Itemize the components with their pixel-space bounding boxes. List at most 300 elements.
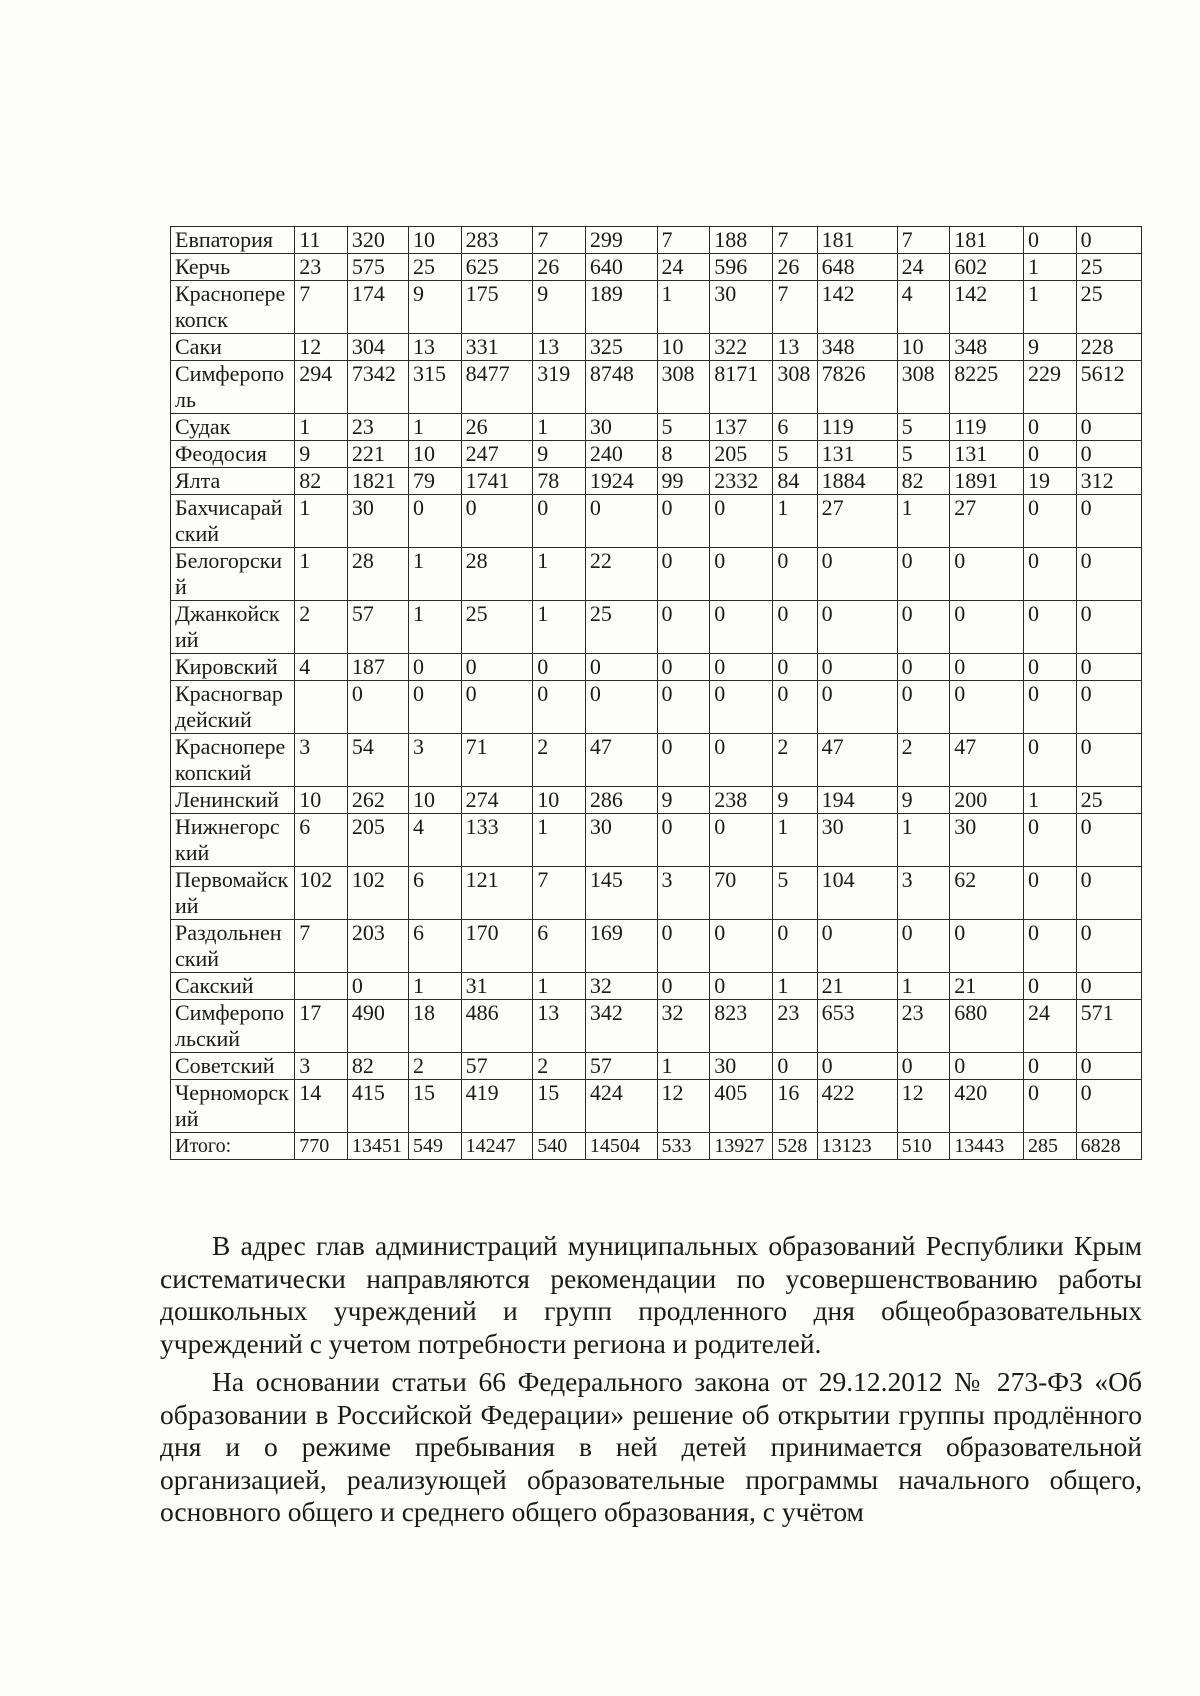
value-cell: 625 — [461, 254, 533, 281]
value-cell: 5 — [773, 441, 817, 468]
value-cell: 188 — [710, 227, 773, 254]
value-cell: 13443 — [950, 1133, 1024, 1160]
region-name-cell: Белогорский — [171, 548, 295, 601]
value-cell: 0 — [1076, 495, 1141, 548]
value-cell: 0 — [1024, 1080, 1077, 1133]
value-cell: 102 — [295, 867, 348, 920]
value-cell: 0 — [461, 654, 533, 681]
value-cell: 181 — [817, 227, 897, 254]
table-row — [171, 414, 1142, 441]
value-cell: 228 — [1076, 334, 1141, 361]
value-cell: 6 — [533, 920, 586, 973]
value-cell: 194 — [817, 787, 897, 814]
value-cell: 203 — [347, 920, 408, 973]
value-cell: 0 — [710, 973, 773, 1000]
value-cell: 0 — [897, 920, 950, 973]
table-body — [171, 227, 1142, 1160]
value-cell: 0 — [773, 654, 817, 681]
region-name-cell: Феодосия — [171, 441, 295, 468]
value-cell: 596 — [710, 254, 773, 281]
value-cell: 0 — [1076, 601, 1141, 654]
value-cell: 0 — [1024, 601, 1077, 654]
value-cell: 0 — [1076, 548, 1141, 601]
value-cell: 145 — [585, 867, 657, 920]
region-name-cell: Судак — [171, 414, 295, 441]
table-row — [171, 920, 1142, 973]
value-cell: 405 — [710, 1080, 773, 1133]
value-cell: 2 — [773, 734, 817, 787]
value-cell: 0 — [950, 548, 1024, 601]
value-cell: 82 — [897, 468, 950, 495]
value-cell: 16 — [773, 1080, 817, 1133]
value-cell — [295, 681, 348, 734]
value-cell: 10 — [657, 334, 710, 361]
value-cell: 25 — [461, 601, 533, 654]
value-cell: 490 — [347, 1000, 408, 1053]
value-cell: 27 — [950, 495, 1024, 548]
value-cell: 21 — [950, 973, 1024, 1000]
value-cell: 169 — [585, 920, 657, 973]
value-cell: 5 — [657, 414, 710, 441]
value-cell: 0 — [1024, 814, 1077, 867]
value-cell: 9 — [533, 441, 586, 468]
value-cell: 331 — [461, 334, 533, 361]
value-cell: 17 — [295, 1000, 348, 1053]
value-cell: 131 — [817, 441, 897, 468]
value-cell: 221 — [347, 441, 408, 468]
value-cell: 0 — [1076, 654, 1141, 681]
value-cell: 419 — [461, 1080, 533, 1133]
value-cell: 8748 — [585, 361, 657, 414]
region-name-cell: Джанкойский — [171, 601, 295, 654]
value-cell: 0 — [773, 548, 817, 601]
value-cell: 28 — [461, 548, 533, 601]
region-name-cell: Симферополь — [171, 361, 295, 414]
value-cell: 1924 — [585, 468, 657, 495]
value-cell: 189 — [585, 281, 657, 334]
value-cell: 7342 — [347, 361, 408, 414]
value-cell: 0 — [585, 681, 657, 734]
region-name-cell: Красноперекопский — [171, 734, 295, 787]
value-cell: 0 — [773, 920, 817, 973]
value-cell: 2 — [295, 601, 348, 654]
value-cell: 0 — [897, 601, 950, 654]
value-cell: 205 — [710, 441, 773, 468]
value-cell: 262 — [347, 787, 408, 814]
value-cell: 30 — [585, 814, 657, 867]
value-cell: 205 — [347, 814, 408, 867]
value-cell: 57 — [461, 1053, 533, 1080]
value-cell: 10 — [533, 787, 586, 814]
value-cell: 0 — [950, 681, 1024, 734]
value-cell: 23 — [295, 254, 348, 281]
value-cell: 348 — [950, 334, 1024, 361]
value-cell: 2 — [533, 734, 586, 787]
value-cell: 21 — [817, 973, 897, 1000]
value-cell: 7 — [295, 920, 348, 973]
value-cell: 7 — [533, 227, 586, 254]
value-cell: 24 — [1024, 1000, 1077, 1053]
table-row — [171, 787, 1142, 814]
value-cell: 30 — [950, 814, 1024, 867]
value-cell: 9 — [773, 787, 817, 814]
value-cell: 14504 — [585, 1133, 657, 1160]
value-cell: 0 — [347, 973, 408, 1000]
table-row — [171, 254, 1142, 281]
value-cell: 1 — [409, 973, 462, 1000]
value-cell: 23 — [347, 414, 408, 441]
value-cell: 0 — [897, 548, 950, 601]
table-row — [171, 1053, 1142, 1080]
table-row — [171, 814, 1142, 867]
value-cell: 10 — [409, 227, 462, 254]
value-cell: 14247 — [461, 1133, 533, 1160]
value-cell: 5 — [897, 441, 950, 468]
region-name-cell: Раздольненский — [171, 920, 295, 973]
value-cell: 47 — [585, 734, 657, 787]
value-cell: 319 — [533, 361, 586, 414]
value-cell: 0 — [1024, 441, 1077, 468]
value-cell: 142 — [950, 281, 1024, 334]
value-cell: 71 — [461, 734, 533, 787]
value-cell: 25 — [1076, 787, 1141, 814]
value-cell: 299 — [585, 227, 657, 254]
value-cell: 26 — [773, 254, 817, 281]
value-cell: 1 — [409, 414, 462, 441]
value-cell: 320 — [347, 227, 408, 254]
table-row — [171, 1080, 1142, 1133]
value-cell: 5612 — [1076, 361, 1141, 414]
value-cell: 0 — [533, 681, 586, 734]
value-cell: 9 — [295, 441, 348, 468]
value-cell: 0 — [1024, 734, 1077, 787]
value-cell: 7 — [533, 867, 586, 920]
value-cell: 0 — [710, 654, 773, 681]
value-cell: 0 — [1076, 441, 1141, 468]
value-cell: 13 — [773, 334, 817, 361]
value-cell: 6 — [409, 920, 462, 973]
value-cell: 14 — [295, 1080, 348, 1133]
value-cell: 0 — [817, 548, 897, 601]
value-cell: 0 — [710, 548, 773, 601]
table-row — [171, 601, 1142, 654]
value-cell: 47 — [950, 734, 1024, 787]
value-cell: 0 — [1024, 548, 1077, 601]
value-cell: 4 — [897, 281, 950, 334]
value-cell: 0 — [950, 654, 1024, 681]
value-cell: 0 — [1076, 973, 1141, 1000]
table-row — [171, 361, 1142, 414]
value-cell: 1 — [1024, 787, 1077, 814]
value-cell: 24 — [897, 254, 950, 281]
value-cell: 549 — [409, 1133, 462, 1160]
region-name-cell: Советский — [171, 1053, 295, 1080]
value-cell: 1 — [409, 601, 462, 654]
value-cell: 142 — [817, 281, 897, 334]
value-cell: 1 — [657, 281, 710, 334]
table-row — [171, 734, 1142, 787]
value-cell: 119 — [950, 414, 1024, 441]
value-cell: 10 — [409, 441, 462, 468]
value-cell: 5 — [897, 414, 950, 441]
value-cell: 8225 — [950, 361, 1024, 414]
value-cell: 0 — [1024, 973, 1077, 1000]
value-cell: 312 — [1076, 468, 1141, 495]
value-cell: 1 — [295, 414, 348, 441]
value-cell: 0 — [1076, 1080, 1141, 1133]
value-cell: 30 — [710, 1053, 773, 1080]
value-cell: 70 — [710, 867, 773, 920]
value-cell: 0 — [657, 681, 710, 734]
value-cell: 181 — [950, 227, 1024, 254]
value-cell: 486 — [461, 1000, 533, 1053]
value-cell: 19 — [1024, 468, 1077, 495]
value-cell: 240 — [585, 441, 657, 468]
value-cell: 1 — [773, 495, 817, 548]
value-cell: 0 — [710, 734, 773, 787]
value-cell: 0 — [1076, 734, 1141, 787]
value-cell: 0 — [1076, 681, 1141, 734]
value-cell: 0 — [773, 1053, 817, 1080]
value-cell: 0 — [461, 681, 533, 734]
value-cell: 0 — [585, 654, 657, 681]
value-cell: 0 — [657, 814, 710, 867]
value-cell: 1 — [295, 495, 348, 548]
table-row — [171, 281, 1142, 334]
value-cell: 4 — [295, 654, 348, 681]
value-cell: 3 — [657, 867, 710, 920]
value-cell: 27 — [817, 495, 897, 548]
value-cell: 9 — [409, 281, 462, 334]
value-cell: 8 — [657, 441, 710, 468]
table-row — [171, 973, 1142, 1000]
value-cell: 3 — [897, 867, 950, 920]
value-cell: 1 — [533, 548, 586, 601]
value-cell: 0 — [533, 654, 586, 681]
value-cell: 770 — [295, 1133, 348, 1160]
value-cell: 10 — [897, 334, 950, 361]
value-cell: 30 — [710, 281, 773, 334]
region-name-cell: Сакский — [171, 973, 295, 1000]
value-cell: 0 — [1024, 227, 1077, 254]
value-cell: 30 — [817, 814, 897, 867]
value-cell: 2 — [897, 734, 950, 787]
value-cell: 0 — [1024, 681, 1077, 734]
value-cell: 25 — [1076, 254, 1141, 281]
value-cell: 79 — [409, 468, 462, 495]
value-cell: 283 — [461, 227, 533, 254]
value-cell: 1 — [1024, 281, 1077, 334]
value-cell: 25 — [1076, 281, 1141, 334]
value-cell: 0 — [950, 920, 1024, 973]
value-cell: 0 — [1076, 227, 1141, 254]
value-cell: 6 — [773, 414, 817, 441]
value-cell: 9 — [897, 787, 950, 814]
value-cell: 84 — [773, 468, 817, 495]
value-cell: 57 — [347, 601, 408, 654]
value-cell: 533 — [657, 1133, 710, 1160]
statistics-table — [170, 226, 1142, 1160]
value-cell: 8171 — [710, 361, 773, 414]
value-cell: 0 — [817, 601, 897, 654]
value-cell: 1 — [897, 973, 950, 1000]
value-cell: 422 — [817, 1080, 897, 1133]
region-name-cell: Красноперекопск — [171, 281, 295, 334]
value-cell: 9 — [657, 787, 710, 814]
value-cell: 7 — [773, 281, 817, 334]
value-cell: 325 — [585, 334, 657, 361]
value-cell: 0 — [773, 681, 817, 734]
table-row — [171, 495, 1142, 548]
value-cell: 571 — [1076, 1000, 1141, 1053]
value-cell: 175 — [461, 281, 533, 334]
value-cell: 1 — [533, 414, 586, 441]
value-cell: 0 — [1024, 1053, 1077, 1080]
region-name-cell: Ялта — [171, 468, 295, 495]
value-cell: 0 — [1024, 414, 1077, 441]
value-cell: 25 — [409, 254, 462, 281]
value-cell: 308 — [657, 361, 710, 414]
value-cell: 285 — [1024, 1133, 1077, 1160]
value-cell: 5 — [773, 867, 817, 920]
value-cell: 0 — [817, 681, 897, 734]
value-cell: 47 — [817, 734, 897, 787]
value-cell: 62 — [950, 867, 1024, 920]
value-cell: 30 — [347, 495, 408, 548]
value-cell: 0 — [1076, 1053, 1141, 1080]
value-cell: 0 — [657, 920, 710, 973]
value-cell: 0 — [1076, 920, 1141, 973]
value-cell: 6828 — [1076, 1133, 1141, 1160]
value-cell: 82 — [295, 468, 348, 495]
value-cell: 229 — [1024, 361, 1077, 414]
region-name-cell: Ленинский — [171, 787, 295, 814]
value-cell: 32 — [657, 1000, 710, 1053]
value-cell: 7 — [773, 227, 817, 254]
value-cell: 1 — [533, 973, 586, 1000]
value-cell: 15 — [409, 1080, 462, 1133]
value-cell: 0 — [710, 681, 773, 734]
value-cell: 0 — [710, 920, 773, 973]
value-cell: 13 — [533, 334, 586, 361]
region-name-cell: Саки — [171, 334, 295, 361]
value-cell: 1891 — [950, 468, 1024, 495]
value-cell: 13 — [533, 1000, 586, 1053]
value-cell: 22 — [585, 548, 657, 601]
region-name-cell: Бахчисарайский — [171, 495, 295, 548]
value-cell: 3 — [409, 734, 462, 787]
value-cell: 1741 — [461, 468, 533, 495]
region-name-cell: Симферопольский — [171, 1000, 295, 1053]
value-cell: 57 — [585, 1053, 657, 1080]
value-cell: 99 — [657, 468, 710, 495]
value-cell: 8477 — [461, 361, 533, 414]
value-cell: 25 — [585, 601, 657, 654]
region-name-cell: Керчь — [171, 254, 295, 281]
region-name-cell: Первомайский — [171, 867, 295, 920]
value-cell: 28 — [347, 548, 408, 601]
value-cell: 415 — [347, 1080, 408, 1133]
value-cell: 0 — [710, 495, 773, 548]
value-cell: 0 — [897, 681, 950, 734]
value-cell: 174 — [347, 281, 408, 334]
region-name-cell: Нижнегорский — [171, 814, 295, 867]
region-name-cell: Черноморский — [171, 1080, 295, 1133]
value-cell: 0 — [1076, 867, 1141, 920]
value-cell: 420 — [950, 1080, 1024, 1133]
value-cell: 2332 — [710, 468, 773, 495]
value-cell: 0 — [1024, 654, 1077, 681]
value-cell: 528 — [773, 1133, 817, 1160]
value-cell: 575 — [347, 254, 408, 281]
value-cell: 26 — [461, 414, 533, 441]
value-cell: 247 — [461, 441, 533, 468]
value-cell: 133 — [461, 814, 533, 867]
value-cell: 0 — [1024, 920, 1077, 973]
value-cell: 0 — [817, 1053, 897, 1080]
value-cell: 0 — [710, 814, 773, 867]
value-cell: 7 — [657, 227, 710, 254]
value-cell: 23 — [773, 1000, 817, 1053]
value-cell: 0 — [817, 654, 897, 681]
value-cell: 0 — [409, 681, 462, 734]
value-cell: 9 — [1024, 334, 1077, 361]
table-row — [171, 227, 1142, 254]
value-cell: 680 — [950, 1000, 1024, 1053]
value-cell: 0 — [1076, 814, 1141, 867]
value-cell: 200 — [950, 787, 1024, 814]
value-cell: 78 — [533, 468, 586, 495]
value-cell — [295, 973, 348, 1000]
value-cell: 0 — [710, 601, 773, 654]
value-cell: 0 — [409, 495, 462, 548]
value-cell: 9 — [533, 281, 586, 334]
value-cell: 0 — [657, 654, 710, 681]
value-cell: 82 — [347, 1053, 408, 1080]
value-cell: 0 — [657, 734, 710, 787]
value-cell: 1 — [773, 973, 817, 1000]
value-cell: 286 — [585, 787, 657, 814]
value-cell: 12 — [657, 1080, 710, 1133]
value-cell: 7826 — [817, 361, 897, 414]
table-row — [171, 1000, 1142, 1053]
value-cell: 424 — [585, 1080, 657, 1133]
value-cell: 0 — [657, 548, 710, 601]
value-cell: 7 — [295, 281, 348, 334]
value-cell: 11 — [295, 227, 348, 254]
value-cell: 648 — [817, 254, 897, 281]
value-cell: 1 — [1024, 254, 1077, 281]
value-cell: 187 — [347, 654, 408, 681]
value-cell: 3 — [295, 1053, 348, 1080]
value-cell: 13927 — [710, 1133, 773, 1160]
value-cell: 274 — [461, 787, 533, 814]
value-cell: 1 — [533, 601, 586, 654]
value-cell: 1 — [657, 1053, 710, 1080]
table-row — [171, 867, 1142, 920]
value-cell: 602 — [950, 254, 1024, 281]
value-cell: 15 — [533, 1080, 586, 1133]
value-cell: 0 — [347, 681, 408, 734]
region-name-cell: Красногвардейский — [171, 681, 295, 734]
value-cell: 1 — [295, 548, 348, 601]
value-cell: 0 — [1024, 495, 1077, 548]
region-name-cell: Итого: — [171, 1133, 295, 1160]
value-cell: 2 — [409, 1053, 462, 1080]
value-cell: 104 — [817, 867, 897, 920]
value-cell: 12 — [897, 1080, 950, 1133]
value-cell: 1821 — [347, 468, 408, 495]
